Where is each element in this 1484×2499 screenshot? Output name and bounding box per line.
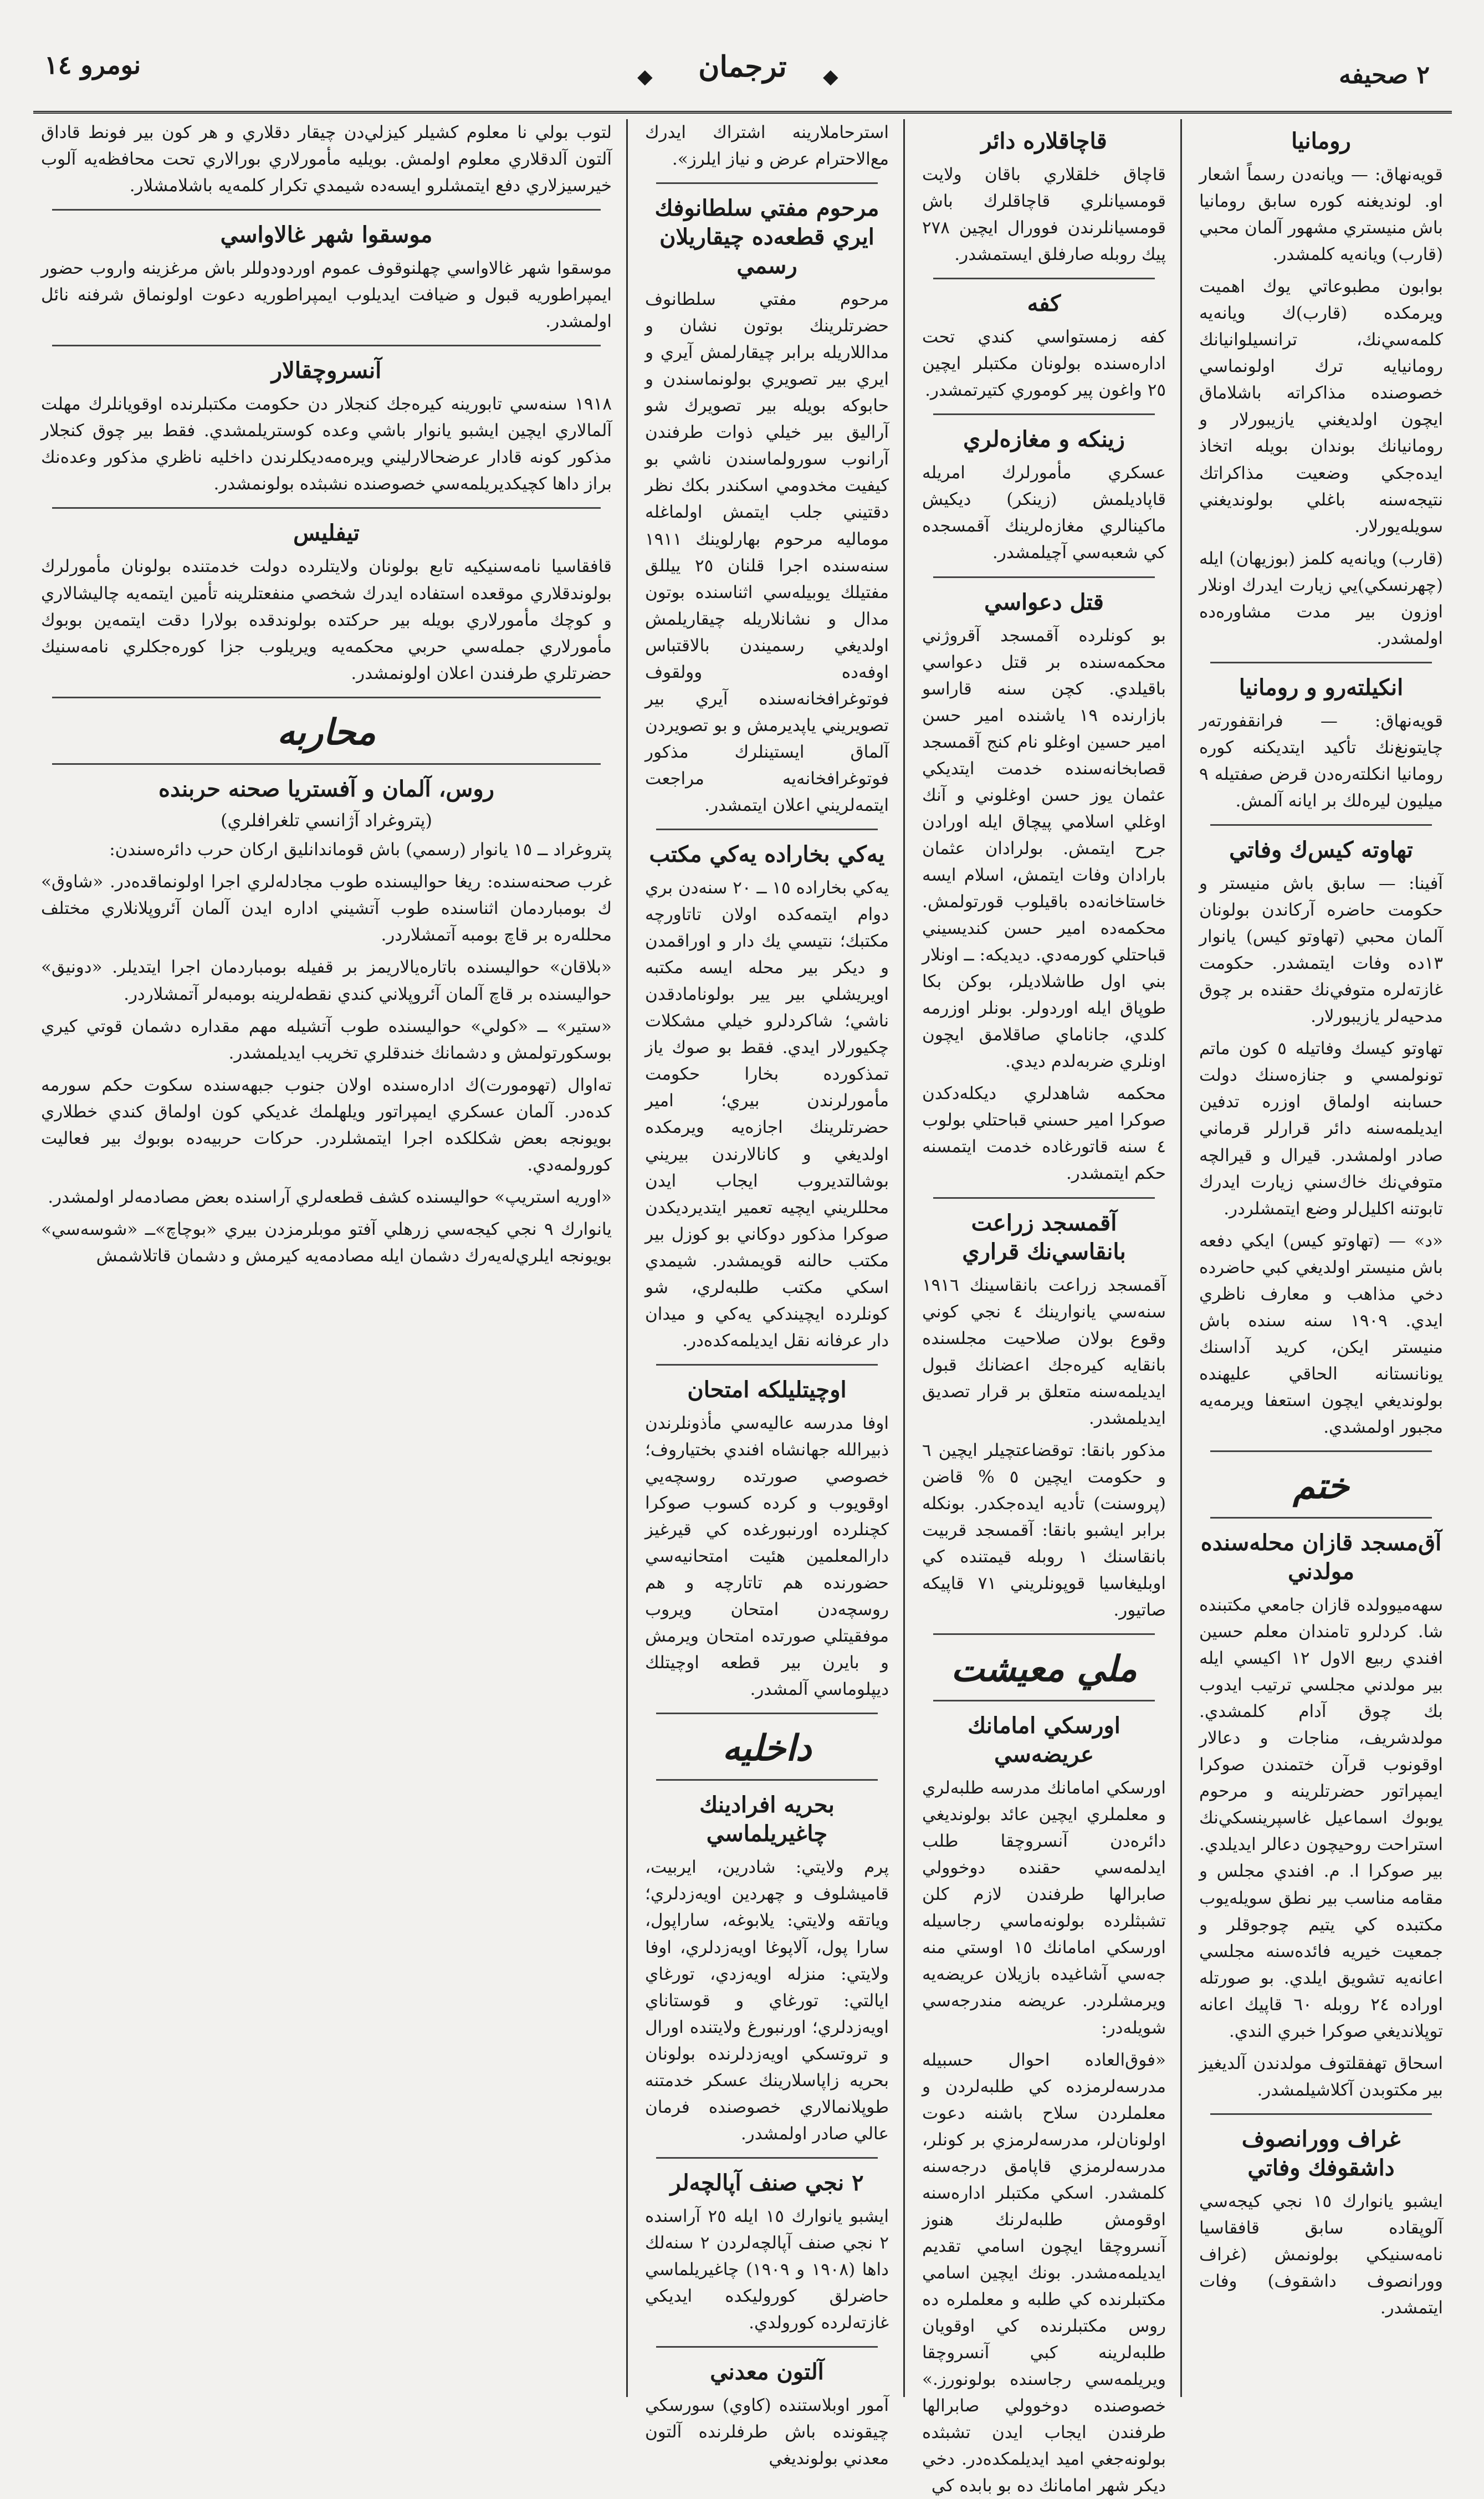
newspaper-title: ترجمان: [698, 50, 787, 84]
article: [1199, 673, 1443, 814]
article-title: تيفليس: [293, 520, 360, 546]
column-3: [637, 119, 897, 2469]
article-separator: [656, 2157, 878, 2159]
article: [1199, 836, 1443, 1440]
article-paragraph: مذكور بانقا: توقضاعتچيلر ايچين ٦ و حكومت ايچين ٥ % قاضن (پروسنت) تأديه ايده‌جكدر. بونكله برابر ايشبو بانقا: آقمسجد قربيت بانقاسنك ١ روبله قيمتنده كي اوبليغاسيا قوپونلريني ٧١ قاپيكه صاتيور.: [922, 1440, 1166, 1621]
article-separator: [656, 182, 878, 184]
article-paragraph: غرب صحنه‌سنده: ريغا حواليسنده طوب مجادله‌لري اجرا اولونماقده‌در. «شاوق» ك بومباردمان اثناسنده طوب آتشيني اداره ايدن آلمان آئروپلانلاري مختلف محلله‌ره بر قاچ بومبه آتمشلاردر.: [41, 872, 612, 946]
article-separator: [933, 1633, 1155, 1635]
article-separator: [933, 1197, 1155, 1199]
article-title: تهاوته كيس‌ك وفاتي: [1229, 837, 1413, 863]
article-separator: [656, 2346, 878, 2348]
article-title: رومانيا: [1291, 128, 1351, 154]
article-separator: [933, 413, 1155, 415]
column-1: [1191, 119, 1451, 2397]
article-title: كفه: [1027, 290, 1061, 317]
article-paragraph: پرم ولايتي: شادرين، ايربيت، قاميشلوف و چهردين اويه‌زدلري؛ وياتقه ولايتي: يلابوغه، ساراپول، سارا پول، آلاپوغا اويه‌زدلري، اوفا ولايتي: منزله اويه‌زدي، تورغاي ايالتي: تورغاي و قوستاناي اويه‌زدلري؛ اورنبورغ ولايتنده اورال و تروتسكي اويه‌زدلرنده بولونان بحريه زاپاسلارينك عسكر خدمتنه طوپلانمالاري خصوصنده فرمان عالي صادر اولمشدر.: [645, 1857, 889, 2144]
article-paragraph: آمور اوبلاستنده (كاوي) سورسكي چيقونده باش طرفلرنده آلتون معدني بولونديغي: [645, 2395, 889, 2469]
article: [1199, 1529, 1443, 2103]
article-separator: [656, 1779, 878, 1781]
article: [922, 127, 1166, 268]
article-paragraph: قافقاسيا نامه‌سنيكيه تابع بولونان ولايتلرده دولت خدمتنده بولونان مأمورلرك بولوندقلاري موقعده استفاده ايدرك شخصي منفعتلرينه تأمين ايتمه‌يه چاليشالاري و كوچك مأمورلاري بويله بير حركتده بولوندقده بولارا دقت ايتمه‌ين بوبوك مأمورلاري جمله‌سي حربي محكمه‌يه ويريلوب جزا كوره‌جكلري نامه‌سنيك حضرتلري طرفندن اعلان اولونمشدر.: [41, 556, 612, 683]
article-paragraph: اسحاق تهفقلتوف مولدندن آلديغيز بير مكتوبدن آكلاشيلمشدر.: [1199, 2053, 1443, 2100]
article-paragraph: مرحوم مفتي سلطانوف حضرتلرينك بوتون نشان و مداللاريله برابر چيقارلمش آيري و ايري بير تصويري بولونماسندن و حابوكه بويله بير تصويرك شو آراليق بير خيلي ذوات طرفندن آرانوب سورولماسندن ناشي بو كيفيت مخدومي اسكندر بكك نظر دقتيني جلب ايتمش اولماغله موماليه مرحوم بهارلوينك ١٩١١ سنه‌سنده اجرا قلنان ٢٥ ييللق مفتيلك يوبيله‌سي اثناسنده بوتون مدال و نشانلاريله چيقاريلمش اولديغي رسميندن بالاقتباس اوفه‌ده وولقوف فوتوغرافخانه‌سنده آيري بير تصويريني ياپديرمش و بو تصويردن آلماق ايستينلرك مذكور فوتوغرافخانه‌يه مراجعت ايتمه‌لريني اعلان ايتمشدر.: [645, 289, 889, 815]
article-separator: [1210, 2113, 1432, 2115]
article-paragraph: «د» — (تهاوتو كيس) ايكي دفعه باش منيستر اولديغي كبي حاضرده دخي مذاهب و معارف ناظري ايدي. ١٩٠٩ سنه سنده باش منيستر ايكن، كريد آداسنك يونانستانه الحاقي عليهنده بولونديغي ايچون استعفا ويرمه‌يه مجبور اولمشدي.: [1199, 1230, 1443, 1437]
article: [645, 1728, 889, 1769]
article: [645, 194, 889, 819]
article-paragraph: يانوارك ٩ نجي كيجه‌سي زرهلي آفتو موبلرمزدن بيري «بوچاچ»ــ «شوسه‌سي» بويونجه ايلري‌له‌يه‌رك دشمان ايله مصادمه‌يه كيرمش و دشمان قاتلاشمش: [41, 1219, 612, 1266]
article: [922, 1711, 1166, 2499]
column-4: [33, 119, 620, 2397]
article: [922, 588, 1166, 1187]
article-separator: [52, 697, 601, 698]
article-paragraph: ١٩١٨ سنه‌سي تابورينه كيره‌جك كنجلار دن حكومت مكتبلرنده اوقويانلرك مهلت آلمالاري ايچين ايشبو يانوار باشي وعده كوستريلمشدي. فقط بير چوق كنجلار مذكور كونه قادار عرضحالارليني ويره‌مه‌ديكلرندن داخليه ناظري مذكور وعده‌نك براز داها كچيكديريلمه‌سي خصوصنده نشبثده بولونمشدر.: [41, 394, 612, 494]
article-title: قتل دعواسي: [984, 589, 1104, 615]
article-title: آلتون معدني: [710, 2359, 824, 2385]
article-title: ٢ نجي صنف آپالچه‌لر: [670, 2169, 864, 2196]
column-rule: [626, 119, 628, 2397]
article-paragraph: ايشبو يانوارك ١٥ نجي كيجه‌سي آلوپقاده سابق قافقاسيا نامه‌سنيكي بولونمش (غراف وورانصوف داشقوف) وفات ايتمشدر.: [1199, 2191, 1443, 2318]
article-paragraph: استرحاملارينه اشتراك ايدرك مع‌الاحترام عرض و نياز ايلرز».: [645, 122, 889, 170]
article-title: مرحوم مفتي سلطانوفك ايري قطعه‌ده چيقاريلان رسمي: [654, 195, 879, 279]
article-paragraph: «بلاقان» حواليسنده باتاره‌يالاريمز بر قفيله بومباردمان اجرا ايتديلر. «دونيق» حواليسنده بر قاچ آلمان آئروپلاني كندي نقطه‌لرينه بومبه‌لر آتمشلاردر.: [41, 957, 612, 1004]
article-separator: [1210, 824, 1432, 826]
section-heading: محاربه: [277, 711, 376, 753]
article-paragraph: «ستير» ــ «كولي» حواليسنده طوب آتشيله مهم مقداره دشمان قوتي كيري بوسكورتولمش و دشمانك خندقلري تخريب ايديلمشدر.: [41, 1016, 612, 1063]
article-separator: [933, 1700, 1155, 1701]
article-paragraph: اوفا مدرسه عاليه‌سي مأذونلرندن ذبيرالله جهانشاه افندي بختياروف؛ خصوصي صورتده روسچه‌يي اوقويوب و كرده كسوب صوكرا كچنلرده اورنبورغده كي قيرغيز دارالمعلمين هئيت امتحانيه‌سي حضورنده هم تاتارچه و هم روسچه‌دن امتحان ويروب موفقيتلي صورتده امتحان ويرمش و بايرن بير قطعه اوچيتلك ديپلوماسي آلمشدر.: [645, 1413, 889, 1700]
article-title: بحريه افرادينك چاغيريلماسي: [699, 1792, 835, 1847]
article-title: غراف وورانصوف داشقوفك وفاتي: [1241, 2125, 1401, 2181]
article: [922, 289, 1166, 403]
article-separator: [52, 209, 601, 211]
article: [922, 1648, 1166, 1690]
article: [645, 119, 889, 172]
article-paragraph: كفه زمستواسي كندي تحت اداره‌سنده بولونان مكتبلر ايچين ٢٥ واغون پير كوموري كتيرتمشدر.: [922, 327, 1166, 401]
article-separator: [52, 345, 601, 346]
article-separator: [52, 507, 601, 509]
issue-number: نومرو ١٤: [44, 50, 141, 80]
ornament-icon: ◆: [823, 65, 838, 88]
article: [41, 775, 612, 1269]
ornament-icon: ◆: [637, 65, 653, 88]
article-title: روس، آلمان و آفستريا صحنه حربنده: [158, 775, 494, 802]
article-separator: [1210, 1450, 1432, 1452]
article-title: آق‌مسجد قازان محله‌سنده مولدني: [1200, 1530, 1442, 1585]
article-paragraph: بو كونلرده آقمسجد آقروژني محكمه‌سنده بر قتل دعواسي باقيلدي. كچن سنه قاراسو بازارنده ١٩ ياشنده امير حسن امير حسين اوغلو نام كنج آقمسجد قصابخانه‌سنده خدمت ايتديكي عثمان يوز حسن اوغلوني و آنك اوغلي اسلامي پيچاق ايله اورادن جرح ايتمش. بولرادان عثمان بارادان وفات ايتمش، اسلام ايسه خاستاخانه‌ده باقيلوب قورتولمش. محكمه‌ده امير حسن كنديسيني قباحتلي كورمه‌دي. ديديكه: ــ اونلار بني اول طاشلا‌ديلر، بوكن بكا طوپاق ايله اوردولر. بونلر اوزرمه كلدي، جاناماي صاقلامق ايچون اونلري ضربه‌لدم ديدي.: [922, 625, 1166, 1072]
article-paragraph: ايشبو يانوارك ١٥ ايله ٢٥ آراسنده ٢ نجي صنف آپالچه‌لردن ٢ سنه‌لك داها (١٩٠٨ و ١٩٠٩) چاغيريلماسي حاضرلق كوروليكده ايديكي غازته‌لرده كورولدي.: [645, 2206, 889, 2333]
section-heading: ملي معيشت: [951, 1648, 1137, 1690]
article: [1199, 127, 1443, 652]
article-paragraph: تهاوتو كيسك وفاتيله ٥ كون ماتم تونولمسي و جنازه‌سنك دولت حسابنه اولماق اوزره تدفين ايديلمه‌سنه دائر قرارلر قرماني صادر اولمشدر. قيرال و قيرالچه متوفي‌نك خاك‌سني زيارت ايدرك تابوتنه اكليل‌لر وضع ايتمشلردر.: [1199, 1039, 1443, 1219]
section-heading: داخليه: [722, 1728, 812, 1770]
article: [1199, 1465, 1443, 1507]
article-separator: [1210, 1517, 1432, 1519]
article-separator: [52, 763, 601, 765]
article-separator: [656, 1364, 878, 1366]
article-title: آنسروچقالار: [271, 357, 382, 384]
article-paragraph: عسكري مأمورلرك امريله قاپاديلمش (زينكر) ديكيش ماكينالري مغازه‌لرينك آقمسجده كي شعبه‌سي آچيلمشدر.: [922, 463, 1166, 563]
article-subtitle: (پتروغراد آژانسي تلغرافلري): [221, 809, 432, 831]
article-paragraph: قويه‌نهاق: — فرانقفورته‌ر چايتونغ‌نك تأكيد ايتديكنه كوره رومانيا انكلته‌ره‌دن قرض صفتيله ٩ ميليون ليره‌لك بر ايانه آلمش.: [1199, 711, 1443, 811]
article-paragraph: پتروغراد ــ ١٥ يانوار (رسمي) باش قوماندانليق اركان حرب دائره‌سندن:: [109, 840, 612, 860]
article: [41, 221, 612, 335]
article-paragraph: (قارب) ويانه‌يه كلمز (بوزيهان) ايله (چهرنسكي)يي زيارت ايدرك اونلار اوزون بير مدت مشاوره‌ده اولمشدر.: [1199, 548, 1443, 648]
article-paragraph: «فوق‌العاده احوال حسبيله مدرسه‌لرمزده كي طلبه‌لردن و معلملردن سلاح باشنه دعوت اولونان‌لر، مدرسه‌لرمزي بر كونلر، مدرسه‌لرمزي قاپامق درجه‌سنه كلمشدر. اسكي مكتبلر اداره‌سنه اوقومش طلبه‌لرنك هنوز آنسروچقا ايچون اسامي تقديم ايديلمه‌مشدر. بونك ايچين اسامي مكتبلرنده كي طلبه و معلملره ده روس مكتبلرنده كي اوقويان طلبه‌لرينه كبي آنسروچقا ويريلمه‌سي رجاسنده بولونورز.» خصوصنده دوخوولي صابرالها طرفندن ايجاب ايدن تشبثده بولونه‌جغي اميد ايديلمكده‌در. دخي ديكر شهر امامانك ده بو بابده كي: [922, 2050, 1166, 2496]
article-separator: [656, 1713, 878, 1714]
article: [41, 519, 612, 686]
article-paragraph: آقمسجد زراعت بانقاسينك ١٩١٦ سنه‌سي يانوارينك ٤ نجي كوني وقوع بولان صلاحيت مجلسنده بانقايه كيره‌جك اعضانك قبول ايديلمه‌سنه متعلق بر قرار تصديق ايديلمشدر.: [922, 1275, 1166, 1428]
article-title: انكيلته‌رو و رومانيا: [1239, 674, 1404, 701]
article: [922, 1209, 1166, 1624]
section-heading: ختم: [1293, 1465, 1349, 1507]
article-title: اورسكي امامانك عريضه‌سي: [968, 1713, 1120, 1768]
article: [41, 356, 612, 497]
article-paragraph: قويه‌نهاق: — ويانه‌دن رسماً اشعار او. لونديغنه كوره سابق رومانيا باش منيستري مشهور آلمان محبي (قارب) ويانه‌يه كلمشدر.: [1199, 165, 1443, 265]
article-paragraph: اورسكي امامانك مدرسه طلبه‌لري و معلملري ايچين عائد بولونديغي دائره‌دن آنسروچقا طلب ايدلمه‌سي حقنده دوخوولي صابرالها طرفندن لازم كلن تشبثلرده بولونه‌ماسي رجاسيله اورسكي امامانك ١٥ اوستي منه جه‌سي آشاغيده بازيلان عريضه‌يه ويرمشلردر. عريضه مندرجه‌سي شويله‌در:: [922, 1778, 1166, 2038]
article-paragraph: سهه‌ميوولده قازان جامعي مكتبنده شا. كردلرو تامندان معلم حسين افندي ربيع الاول ١٢ اكيسي ايله بير مولدني مجلسي ترتيب ايدوب بك چوق آدام كلمشدي. مولدشريف، مناجات و دعالار اوقونوب قرآن ختمندن صوكرا ايمپراتور حضرتلرينه و مرحوم يوبوك اسماعيل غاسپرينسكي‌نك استراحت روحيچون دعالر ايديلدي. بير صوكرا ا. م. افندي مجلس و مقامه مناسب بير نطق سويله‌يوب مكتبده كي يتيم چوجوقلر و جمعيت خيريه فائده‌سنه مجلسي اعانه‌يه تشويق ايلدي. بو صورتله اوراده ٢٤ روبله ٦٠ قاپيك اعانه توپلانديغي صوكرا خبري الندي.: [1199, 1595, 1444, 2041]
article-paragraph: «اوريه استريپ» حواليسنده كشف قطعه‌لري آراسنده بعض مصادمه‌لر اولمشدر.: [48, 1187, 612, 1207]
article-title: زينكه و مغازه‌لري: [963, 426, 1125, 453]
article-paragraph: موسقوا شهر غالاواسي چهلنوقوف عموم اوردودوللر باش مرغزينه واروب حضور ايمپراطوريه قبول و ضيافت ايديلوب ايمپراطوريه دعوت اولونماق شرفنه نائل اولمشدر.: [41, 258, 612, 332]
article-paragraph: محكمه شاهدلري ديكله‌دكدن صوكرا امير حسني قباحتلي بولوب ٤ سنه قاتورغاده خدمت ايتمسنه حكم ايتمشدر.: [922, 1084, 1166, 1184]
article-title: آقمسجد زراعت بانقاسي‌نك قراري: [962, 1209, 1126, 1265]
article: [645, 1376, 889, 1703]
article: [41, 119, 612, 199]
article: [645, 1791, 889, 2147]
page-number: ٢ صحيفه: [1339, 61, 1430, 89]
article: [645, 840, 889, 1354]
article-paragraph: قاچاق خلقلاري باقان ولايت قومسيانلري قاچاقلرك باش قومسيانلرندن فوورال ايچين ٢٧٨ پيك روبله صارفلق ايستمشدر.: [922, 165, 1166, 265]
article-paragraph: لتوب بولي نا معلوم كشيلر كيزلي‌دن چيقار دقلاري و هر كون بير فونط قاداق آلتون آلدقلاري معلوم اولمش. بويليه مأمورلاري بورالاري تحت محافظه‌يه آلوب خيرسيزلاري دفع ايتمشلرو ايسه‌ده شيمدي تكرار كلمه‌يه باشلامشلار.: [41, 122, 612, 196]
article-paragraph: بوابون مطبوعاتي يوك اهميت ويرمكده (قارب)ك ويانه‌يه كلمه‌سي‌نك، ترانسيلوانيانك رومانيايه ترك اولونماسي خصوصنده مذاكراته باشلاماق ايچون اولديغني يازيبورلار و رومانيانك بوندان بويله اتخاذ ايده‌جكي وضعيت مذاكراتك نتيجه‌سنه باغلي بولونديغني سويله‌يورلار.: [1199, 277, 1443, 536]
article-paragraph: يه‌كي بخاراده ١٥ ــ ٢٠ سنه‌دن بري دوام ايتمه‌كده اولان تاتاورچه مكتبك؛ نتيسي يك دار و اوراقمدن و ديكر بير محله ايسه مكتبه اويريشلي بير يير بولونامادقدن ناشي؛ شاكردلرو خيلي مشكلات چكيورلار ايدي. فقط بو صوك ياز تمذكورده بخارا حكومت مأمورلرندن بيري؛ امير حضرتلرينك اجازه‌يه ويرمكده اولديغي و كانالارندن بيريني بوشالتديروب ايجاب ايدن محللريني ايچيه تعمير ايتديرديكدن صوكرا مذكور دوكاني بو كوزل بير مكتب حالنه قويمشدر. شيمدي اسكي مكتب طلبه‌لري، شو كونلرده ايچيندكي يه‌كي و ميدان دار عرفانه نقل ايديلمه‌كده‌در.: [644, 878, 889, 1351]
column-rule: [903, 119, 905, 2397]
article: [645, 2358, 889, 2472]
article-title: قاچاقلاره دائر: [981, 128, 1107, 154]
article: [645, 2169, 889, 2336]
article-separator: [656, 829, 878, 830]
article-title: اوچيتليلكه امتحان: [687, 1376, 847, 1403]
article: [1199, 2125, 1443, 2321]
article-paragraph: ته‌اوال (تهومورت)ك اداره‌سنده اولان جنوب جبهه‌سنده سكوت حكم سورمه كده‌در. آلمان عسكري ايمپراتور ويلهلمك غديكي كون اولماق كندي خطلاري بويونجه بعض شكلكده اجرا ايتمشلردر. حركات حربيه‌ده بوبوك بير فعاليت كورولمه‌دي.: [41, 1075, 612, 1175]
article-paragraph: آفينا: — سابق باش منيستر و حكومت حاضره آركاندن بولونان آلمان محبي (تهاوتو كيس) يانوار ١٣ده وفات ايتمشدر. حكومت غازته‌لره متوفي‌نك حقنده بر چوق مدحيه‌لر يازيبورلار.: [1199, 873, 1443, 1027]
masthead: [33, 33, 1452, 114]
article-separator: [1210, 662, 1432, 663]
article-separator: [933, 278, 1155, 279]
article-title: موسقوا شهر غالاواسي: [220, 222, 433, 248]
column-rule: [1180, 119, 1182, 2397]
column-2: [914, 119, 1174, 2496]
article: [41, 712, 612, 753]
article-title: يه‌كي بخاراده يه‌كي مكتب: [649, 841, 885, 868]
article-separator: [933, 576, 1155, 578]
article: [922, 425, 1166, 566]
